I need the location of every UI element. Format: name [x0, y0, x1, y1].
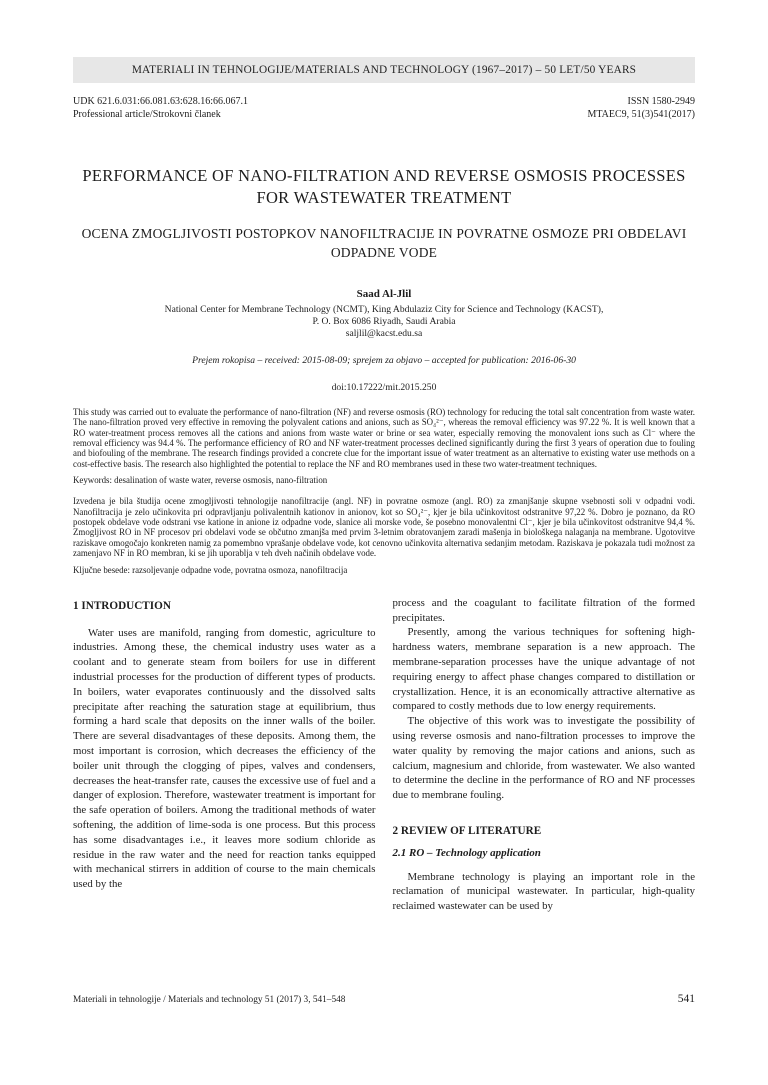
abstract-english: This study was carried out to evaluate the performance of nano-filtration (NF) and reverse osmosis (RO) technology for reducing the total salt concentration from waste water. The nano-filtration proved very effective in removing the polyvalent cations and anions, such as SO₄²⁻, whereas the removal efficiency was 97.22 %. It is well known that a RO water-treatment process removes all the cations and anions from waste water or brine or sea water, especially removing the monovalent ions such as Cl⁻ where the removal efficiency was 94.4 %. The performance efficiency of RO and NF water-treatment processes declined significantly during the first 3 years of operation due to fouling and biofouling of the membrane. The research findings provided a concrete clue for the important issue of water treatment as an alternative to existing water use methods on a cost-effective basis. The research also highlighted the potential to replace the NF and RO membranes used in these two water-treatment techniques. — [73, 407, 695, 469]
meta-right — [587, 95, 695, 121]
subsection-heading-ro-technology: 2.1 RO – Technology application — [392, 846, 541, 859]
abstract-slovenian: Izvedena je bila študija ocene zmogljivosti tehnologije nanofiltracije (angl. NF) in povratne osmoze (angl. RO) za zmanjšanje skupne vsebnosti soli v odpadni vodi. Nanofiltracija je zelo učinkovita pri odpravljanju polivalentnih kationov in anionov, kot so SO₄²⁻, kjer je bila učinkovitost odstranitve 97,22 %. Dobro je poznano, da RO postopek obdelave vode odstrani vse katione in anione iz odpadne vode, slanice ali morske vode, še posebno monovalentni Cl⁻, kjer je bila učinkovitost odstranitve 94,4 %. Zmogljivost RO in NF procesov pri obdelavi vode se občutno zmanjša med prvim 3-letnim obratovanjem zaradi mašenja in biološkega nalaganja na membrane. Ugotovitve raziskave omogočajo konkreten namig za pomembno vprašanje obdelave vode, kot cenovno učinkovita alternativa sedanjim metodam. Raziskava je pokazala tudi možnost za zamenjavo NF in RO membran, ki se jih uporablja v teh dveh načinih obdelave vode. — [73, 496, 695, 559]
journal-header-band — [73, 57, 695, 83]
issn: ISSN 1580-2949 — [627, 96, 695, 107]
journal-title: MATERIALI IN TEHNOLOGIJE/MATERIALS AND TECHNOLOGY (1967–2017) – 50 LET/50 YEARS — [131, 64, 637, 76]
body-paragraph: process and the coagulant to facilitate filtration of the formed precipitates. — [392, 596, 695, 624]
page-footer — [73, 993, 695, 1005]
affiliation-line2: P. O. Box 6086 Riyadh, Saudi Arabia — [312, 316, 456, 327]
section-heading-introduction: 1 INTRODUCTION — [73, 599, 171, 612]
keywords-slovenian: Ključne besede: razsoljevanje odpadne vode, povratna osmoza, nanofiltracija — [73, 565, 348, 576]
footer-journal-reference: Materiali in tehnologije / Materials and technology 51 (2017) 3, 541–548 — [73, 995, 346, 1005]
body-paragraph: Membrane technology is playing an important role in the reclamation of municipal wastewater. In particular, high-quality reclaimed wastewater can be used by — [392, 870, 695, 913]
section-heading-review: 2 REVIEW OF LITERATURE — [392, 824, 542, 837]
meta-left — [73, 95, 248, 121]
doi: doi:10.17222/mit.2015.250 — [331, 382, 437, 393]
article-type: Professional article/Strokovni članek — [73, 109, 221, 120]
left-column — [73, 596, 376, 914]
udk-code: UDK 621.6.031:66.081.63:628.16:66.067.1 — [73, 96, 248, 107]
article-title-slovenian: OCENA ZMOGLJIVOSTI POSTOPKOV NANOFILTRACIJE IN POVRATNE OSMOZE PRI OBDELAVI ODPADNE VODE — [81, 226, 687, 260]
intro-paragraph: Water uses are manifold, ranging from domestic, agriculture to industries. Among these, the chemical industry uses water as a coolant and to generate steam from boilers for use in different industrial processes for the production of different types of products. In boilers, water evaporates continuously and the dissolved salts precipitate after reaching the saturation stage at equilibrium, thus forming a hard scale that deposits on the inner walls of the boiler. There are several disadvantages of these deposits. Among them, the most important is corrosion, which decreases the efficiency of the boiler unit through the clogging of pipes, valves and condensers, decreases the heat-transfer rate, causes the excessive use of fuel and a danger of explosion. Therefore, wastewater treatment is important for the safe operation of boilers. Among the traditional methods of water softening, the addition of lime-soda is one process. But this process has some disadvantages i.e., it leaves more sodium chloride as residue in the raw water and the need for reaction tanks equipped with mechanical stirrers in addition of course to the main chemicals used by the — [73, 626, 376, 891]
citation-code: MTAEC9, 51(3)541(2017) — [587, 109, 695, 120]
body-paragraph: The objective of this work was to investigate the possibility of using reverse osmosis and nano-filtration processes to improve the water quality by removing the major cations and anions, such as calcium, magnesium and chloride, from wastewater. We also wanted to determine the decline in the performance of RO and NF processes due to membrane fouling. — [392, 715, 695, 802]
author-email: saljlil@kacst.edu.sa — [345, 328, 423, 339]
page-number: 541 — [677, 993, 695, 1005]
body-paragraph: Presently, among the various techniques for softening high-hardness waters, membrane separation is a new approach. The membrane-separation processes have the unique advantage of not requiring energy to affect phase changes compared to distillation or crystallization. Hence, it is an economically attractive alternative as compared to costly methods due to low energy requirements. — [392, 626, 695, 713]
affiliation-line1: National Center for Membrane Technology (NCMT), King Abdulaziz City for Science and Technology (KACST), — [164, 304, 604, 315]
author-name: Saad Al-Jlil — [356, 288, 412, 300]
article-meta — [73, 95, 695, 121]
keywords-english: Keywords: desalination of waste water, reverse osmosis, nano-filtration — [73, 475, 328, 486]
right-column — [393, 596, 696, 914]
body-columns — [73, 596, 695, 914]
received-accepted-line: Prejem rokopisa – received: 2015-08-09; sprejem za objavo – accepted for publication: 2016-06-30 — [192, 355, 576, 366]
page-content — [73, 57, 695, 914]
author-affiliation — [73, 304, 695, 340]
article-title-english: PERFORMANCE OF NANO-FILTRATION AND REVERSE OSMOSIS PROCESSES FOR WASTEWATER TREATMENT — [82, 166, 686, 207]
